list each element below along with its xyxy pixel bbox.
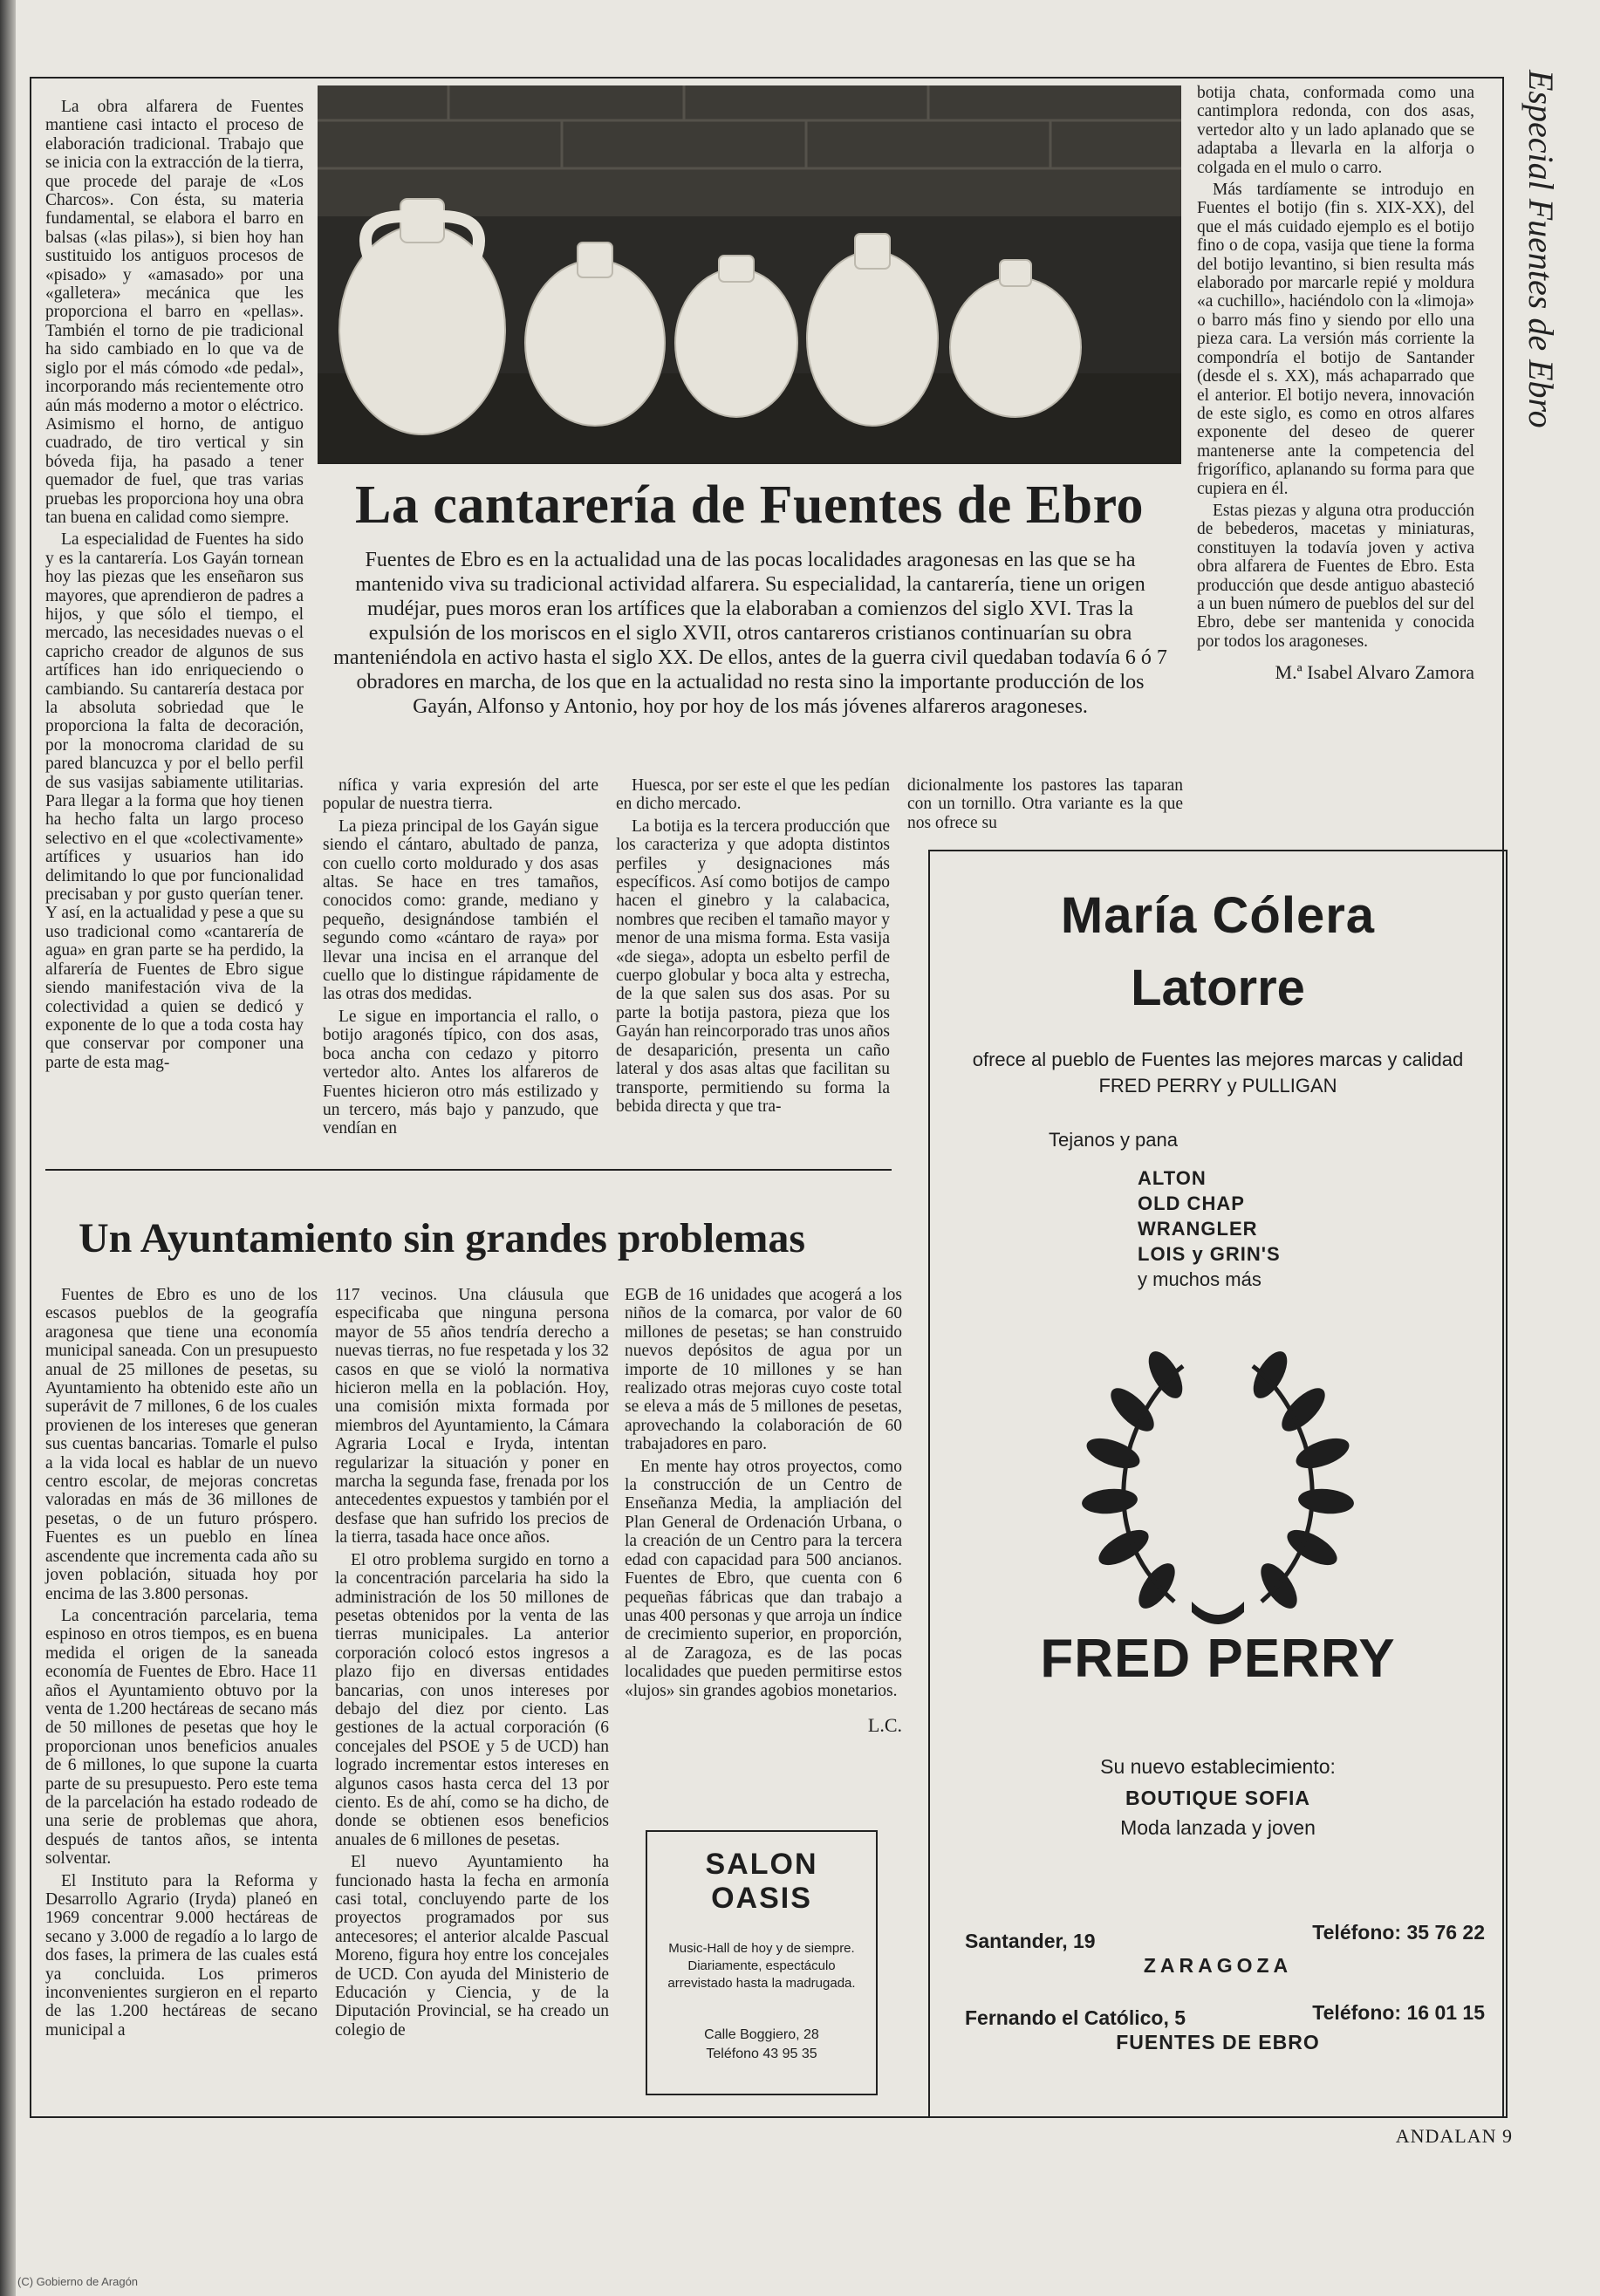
paragraph: La obra alfarera de Fuentes mantiene casi intacto el proceso de elaboración tradicional. Trabajo que se inicia con la extracción de la tierra, que procede del paraje de «Los Charcos». Con ésta, su materia fundamental, se elabora el barro en balsas («las pilas»), si bien hoy han sustituido los antiguos procesos de «pisado» y «amasado» por una «galletera» mecánica que les proporciona el barro en «pellas». También el torno de pie tradicional ha sido cambiado en lo que va de siglo por el más cómodo «de pedal», incorporando más recientemente otro aún más moderno a motor o eléctrico. Asimismo el horno, de antiguo cuadrado, de tiro vertical y sin bóveda fija, ha pasado a tener quemador de fuel, que tras varias pruebas les proporciona hoy una obra tan buena en calidad como siempre.: [45, 98, 304, 527]
address-phone: Teléfono: 16 01 15: [1312, 2001, 1485, 2024]
store-tagline: FRED PERRY y PULLIGAN: [1098, 1075, 1337, 1097]
paragraph: La especialidad de Fuentes ha sido y es la cantarería. Los Gayán tornean hoy las piezas que les enseñaron sus mayores, que aprendieron de padres a hijos, y que sólo el tiempo, el mercado, las necesidades nuevas o el capricho creador de algunos de sus artífices han ido enriqueciendo o cambiando. Su cantarería destaca por la absoluta sobriedad que le proporciona la falta de decoración, por la monocroma claridad de su pared blancuzca y por el bello perfil de sus vasijas sabiamente utilitarias. Para llegar a la forma que hoy tienen ha hecho falta un largo proceso selectivo en el que «colectivamente» artífices y usuarios han ido delimitando lo que por funcionalidad precisaban y por gusto querían tener. Y así, en la actualidad y pese a que su uso tradicional como «cantarería de agua» en gran parte se ha perdido, la alfarería de Fuentes de Ebro sigue siendo manifestación viva de la colectividad a quien se dedicó y exponente de lo que a toda costa hay que conservar por componer una parte de esta mag-: [45, 530, 304, 1072]
main-article-col2: [323, 776, 598, 1142]
store-name: María Cólera: [1060, 887, 1376, 944]
paragraph: La botija es la tercera producción que los caracteriza y que adopta distintos perfiles y designaciones más específicos. Así como botijos de campo hacen el ginebro y la calabacica, nombres que reciben el tamaño mayor y menor de una misma forma. Esta vasija «de siega», adopta un esbelto perfil de cuerpo globular y boca alta y estrecha, de la que salen sus dos asas. Por su parte la botija pastora, pieza que los Gayán han reincorporado tras unos años de desaparición, presenta un caño lateral y dos asas altas que facilitan su transporte, permitiendo su forma la bebida directa y que tra-: [616, 817, 890, 1116]
fred-perry-logo-text: FRED PERRY: [1040, 1629, 1396, 1689]
main-article-col3: [616, 776, 890, 1119]
main-headline: La cantarería de Fuentes de Ebro: [354, 475, 1145, 535]
paragraph: Fuentes de Ebro es uno de los escasos pueblos de la geografía aragonesa que tiene una economía municipal saneada. Con un presupuesto anual de 25 millones de pesetas, su Ayuntamiento ha obtenido este año un superávit de 7 millones, 6 de los cuales provienen de los intereses que generan sus cuentas bancarias. Tomarle el pulso a la vida local es hablar de un nuevo centro escolar, de mejoras concretas valoradas en más de 36 millones de pesetas, o de un futuro próspero. Fuentes es un pueblo en línea ascendente que incrementa cada año su joven población, situada hoy por encima de las 3.800 personas.: [45, 1286, 318, 1603]
main-article-col4: [907, 776, 1183, 836]
store-tagline: ofrece al pueblo de Fuentes las mejores marcas y calidad: [972, 1049, 1464, 1070]
page-footer: ANDALAN 9: [1395, 2125, 1513, 2147]
ad-body: Music-Hall de hoy y de siempre. Diariamente, espectáculo arrevistado hasta la madrugada.: [667, 1941, 856, 1991]
store-name: Latorre: [1131, 960, 1305, 1016]
main-byline: M.ª Isabel Alvaro Zamora: [1275, 661, 1474, 684]
address-street: Santander, 19: [965, 1930, 1096, 1952]
paragraph: El nuevo Ayuntamiento ha funcionado hasta la fecha en armonía casi total, concluyendo parte de los proyectos programados por sus antecesores; el anterior alcalde Pascual Moreno, figura hoy entre los concejales de UCD. Con ayuda del Ministerio de Educación y Ciencia, y de la Diputación Provincial, se ha creado un colegio de: [335, 1853, 609, 2040]
paragraph: La pieza principal de los Gayán sigue siendo el cántaro, abultado de panza, con cuello corto moldurado y dos asas altas. Se hace en tres tamaños, conocidos como: grande, mediano y pequeño, designándose también el segundo como «cántaro de raya» por llevar una incisa en el arranque del cuello que lo distingue rápidamente de las otras dos medidas.: [323, 817, 598, 1004]
paragraph: EGB de 16 unidades que acogerá a los niños de la comarca, por valor de 60 millones de pesetas; se han construido nuevos depósitos de agua por un importe de 10 millones y se han realizado otras mejoras cuyo coste total se eleva a más de 5 millones de pesetas, aprovechando la colaboración de 60 trabajadores en paro.: [625, 1286, 902, 1454]
address-phone: Teléfono: 35 76 22: [1312, 1921, 1485, 1944]
paragraph: El Instituto para la Reforma y Desarrollo Agrario (Iryda) planeó en 1969 concentrar 9.000 hectáreas de secano y 3.000 de regadío a lo largo de dos fases, la primera de las cuales está ya concluida. Los primeros inconvenientes surgieron en el reparto de las 1.200 hectáreas de secano municipal a: [45, 1871, 318, 2040]
image-credit: (C) Gobierno de Aragón: [17, 2275, 139, 2288]
laurel-wreath-icon: [1070, 1340, 1366, 1637]
address-city: ZARAGOZA: [1143, 1954, 1293, 1977]
store-subhead: Tejanos y pana: [1049, 1129, 1178, 1151]
paragraph: nífica y varia expresión del arte popular de nuestra tierra.: [323, 776, 598, 814]
brand-item: ALTON: [1138, 1167, 1207, 1189]
pottery-photo: [318, 85, 1181, 464]
salon-oasis-ad: [646, 1830, 878, 2095]
main-deck: Fuentes de Ebro es en la actualidad una de las pocas localidades aragonesas en las que se ha mantenido viva su tradicional actividad alfarera. Su especialidad, la cantarería, tiene un origen mudéjar, pues moros eran los artífices que la elaboraban a comienzos del siglo XVI. Tras la expulsión de los moriscos en el siglo XVII, otros cantareros cristianos continuarían su obra manteniéndola en activo hasta el siglo XX. De ellos, antes de la guerra civil quedaban todavía 6 ó 7 obradores en marcha, de los que en la actualidad no resta sino la importante producción de los Gayán, Alfonso y Antonio, hoy por hoy de los más jóvenes alfareros aragoneses.: [333, 549, 1167, 718]
brand-item: OLD CHAP: [1138, 1192, 1245, 1214]
second-article-col3: [625, 1286, 902, 1738]
second-article-col2: [335, 1286, 609, 2043]
paragraph: 117 vecinos. Una cláusula que especificaba que ninguna persona mayor de 55 años tendría derecho a nuevas tierras, no fue respetada y los 32 casos en que se violó la normativa hicieron mella en la población. Hoy, una comisión mixta formada por miembros del Ayuntamiento, la Cámara Agraria Local e Iryda, intentan regularizar la situación y poner en marcha la segunda fase, frenada por los antecedentes expuestos y también por el desfase que han sufrido los precios de la tierra, tasada hace once años.: [335, 1286, 609, 1548]
ad-title: OASIS: [711, 1882, 812, 1915]
paragraph: botija chata, conformada como una cantimplora redonda, con dos asas, vertedor alto y un lado aplanado que se adaptaba a llevarla en la alforja o colgada en el mulo o carro.: [1197, 84, 1474, 177]
new-store-label: Su nuevo establecimiento:: [1100, 1755, 1336, 1778]
paragraph: En mente hay otros proyectos, como la construcción de un Centro de Enseñanza Media, la ampliación del Plan General de Ordenación Urbana, o la creación de un Centro para la tercera edad con capacidad para 500 ancianos. Fuentes de Ebro, que cuenta con 6 pequeñas fábricas que dan trabajo a unas 400 personas y que arroja un índice de crecimiento superior, en proporción, al de Zaragoza, es de las pocas localidades que pueden permitirse estos «lujos» sin grandes agobios monetarios.: [625, 1457, 902, 1700]
second-byline: L.C.: [867, 1713, 902, 1736]
paragraph: Huesca, por ser este el que les pedían en dicho mercado.: [616, 776, 890, 814]
ad-phone: Teléfono 43 95 35: [706, 2047, 817, 2061]
second-headline: Un Ayuntamiento sin grandes problemas: [79, 1215, 806, 1261]
paragraph: Le sigue en importancia el rallo, o botijo aragonés típico, con dos asas, boca ancha con cedazo y pitorro vertedor alto. Antes los alfareros de Fuentes hicieron otro más estilizado y un tercero, más bajo y panzudo, que vendían en: [323, 1007, 598, 1138]
main-article-col1: [45, 98, 304, 1076]
pottery-illustration: [318, 85, 1181, 464]
new-store-name: BOUTIQUE SOFIA: [1125, 1787, 1311, 1809]
main-article-col5: [1197, 84, 1474, 686]
paragraph: Estas piezas y alguna otra producción de bebederos, macetas y miniaturas, constituyen la todavía joven y activa obra alfarera de Fuentes de Ebro. Esta producción que desde antiguo abasteció a un buen número de pueblos del sur del Ebro, debe ser mantenida y conocida por todos los aragoneses.: [1197, 501, 1474, 651]
second-article-col1: [45, 1286, 318, 2043]
maria-colera-ad: [928, 850, 1508, 2118]
paragraph: La concentración parcelaria, tema espinoso en otros tiempos, es en buena medida el origen de la saneada economía de Fuentes de Ebro. Hace 11 años el Ayuntamiento obtuvo por la venta de 1.200 hectáreas de secano más de 50 millones de pesetas que hoy le proporcionan unos beneficios anuales de 6 millones, lo que supone la cuarta parte de su presupuesto. Pero este tema de la parcelación ha estado rodeado de una serie de problemas que ahora, después de tantos años, se intenta solventar.: [45, 1606, 318, 1869]
paragraph: Más tardíamente se introdujo en Fuentes el botijo (fin s. XIX-XX), del que el más cuidado ejemplo es el botijo fino o de copa, vasija que tiene la forma del botijo levantino, si bien resulta más elaborado por marcarle repié y moldura «a cuchillo», haciéndolo con la «limoja» o barro más fino y siendo por ello una pieza cara. La versión más corriente la compondría el botijo de Santander (desde el s. XX), más achaparrado que el anterior. El botijo nevera, innovación de este siglo, es como en otros alfares exponente del deseo de querer mantenerse ante la competencia del frigorífico, aplanando su forma para que cupiera en él.: [1197, 181, 1474, 498]
section-label: Especial Fuentes de Ebro: [1521, 70, 1561, 428]
address-street: Fernando el Católico, 5: [965, 2006, 1186, 2029]
section-divider: [45, 1169, 892, 1171]
brand-list: [1138, 1165, 1506, 1292]
page-edge-shadow: [0, 0, 16, 2296]
ad-address: Calle Boggiero, 28: [704, 2027, 819, 2042]
paragraph: dicionalmente los pastores las taparan con un tornillo. Otra variante es la que nos ofrece su: [907, 776, 1183, 832]
address-city: FUENTES DE EBRO: [1116, 2031, 1320, 2053]
ad-title: SALON: [705, 1848, 818, 1881]
paragraph: El otro problema surgido en torno a la concentración parcelaria ha sido la administración de los 50 millones de pesetas obtenidos por la venta de las tierras municipales. La anterior corporación colocó estos ingresos a plazo fijo en diversas entidades bancarias, con unos intereses por debajo del diez por ciento. Las gestiones de la actual corporación (6 concejales del PSOE y 5 de UCD) han logrado incrementar estos intereses en algunos casos hasta cerca del 13 por ciento. Es de ahí, como se ha dicho, de donde se obtienen esos beneficios anuales de 6 millones de pesetas.: [335, 1550, 609, 1849]
new-store-tagline: Moda lanzada y joven: [1120, 1816, 1316, 1839]
brand-item: WRANGLER: [1138, 1218, 1258, 1240]
brand-item: LOIS y GRIN'S: [1138, 1243, 1281, 1265]
brand-tail: y muchos más: [1138, 1268, 1262, 1290]
